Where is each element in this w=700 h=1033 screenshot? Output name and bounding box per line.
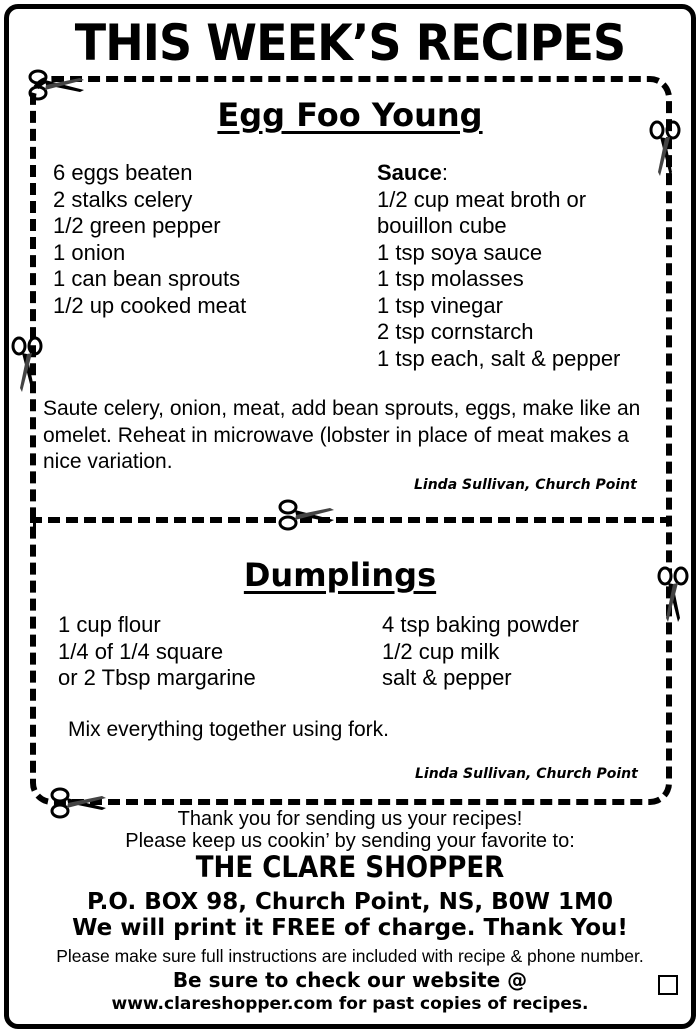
sauce-label: Sauce xyxy=(377,160,442,185)
sauce-item: 1 tsp soya sauce xyxy=(377,239,543,265)
ingredient-item: 1 can bean sprouts xyxy=(53,266,241,291)
ingredient-item: 4 tsp baking powder xyxy=(382,612,579,637)
mailing-address: P.O. BOX 98, Church Point, NS, B0W 1M0 xyxy=(87,889,613,915)
instructions-note: Please make sure full instructions are included with recipe & phone number. xyxy=(56,946,644,966)
sauce-list xyxy=(377,160,620,372)
ingredient-item: 1/4 of 1/4 square xyxy=(58,638,224,664)
sauce-item: 1/2 cup meat broth or xyxy=(377,186,587,212)
recipe-title-dumplings: Dumplings xyxy=(243,556,437,594)
website-prompt: Be sure to check our website @ xyxy=(172,968,528,992)
checkbox-icon xyxy=(658,975,678,995)
ingredient-list xyxy=(58,612,256,692)
ingredient-item: salt & pepper xyxy=(382,665,512,690)
recipe-instructions: Mix everything together using fork. xyxy=(68,718,389,741)
sauce-item: 1 tsp molasses xyxy=(377,266,524,291)
recipe-title-egg-foo-young: Egg Foo Young xyxy=(217,96,483,134)
submission-text: Please keep us cookin’ by sending your favorite to: xyxy=(125,830,575,852)
sauce-item: 2 tsp cornstarch xyxy=(377,319,534,344)
page-title: THIS WEEK’S RECIPES xyxy=(74,14,626,72)
recipe-credit: Linda Sullivan, Church Point xyxy=(415,766,638,782)
ingredient-item: 2 stalks celery xyxy=(53,186,193,212)
ingredient-list-right xyxy=(382,612,579,692)
ingredient-list xyxy=(53,160,246,319)
free-notice: We will print it FREE of charge. Thank You! xyxy=(72,915,628,941)
recipe-credit: Linda Sullivan, Church Point xyxy=(414,477,637,493)
ingredient-item: 1/2 up cooked meat xyxy=(53,292,247,318)
ingredient-item: 6 eggs beaten xyxy=(53,160,193,185)
ingredient-item: 1 onion xyxy=(53,239,126,265)
ingredient-item: or 2 Tbsp margarine xyxy=(58,665,256,690)
ingredient-item: 1/2 green pepper xyxy=(53,213,221,238)
ingredient-item: 1/2 cup milk xyxy=(382,638,500,664)
ingredient-item: 1 cup flour xyxy=(58,612,161,637)
sauce-item: bouillon cube xyxy=(377,213,507,238)
sauce-colon: : xyxy=(441,160,448,185)
recipe-instructions: Saute celery, onion, meat, add bean sprouts, eggs, make like an omelet. Reheat in microwave (lobster in place of meat makes a nice variation. xyxy=(43,397,641,473)
scissors-icon xyxy=(278,498,336,532)
scissors-icon xyxy=(10,336,44,394)
website-url: www.clareshopper.com for past copies of recipes. xyxy=(111,994,589,1014)
sauce-item: 1 tsp vinegar xyxy=(377,292,503,318)
sauce-heading xyxy=(377,160,620,187)
thanks-text: Thank you for sending us your recipes! xyxy=(177,808,523,830)
publication-name: THE CLARE SHOPPER xyxy=(195,850,505,884)
sauce-item: 1 tsp each, salt & pepper xyxy=(377,345,621,371)
